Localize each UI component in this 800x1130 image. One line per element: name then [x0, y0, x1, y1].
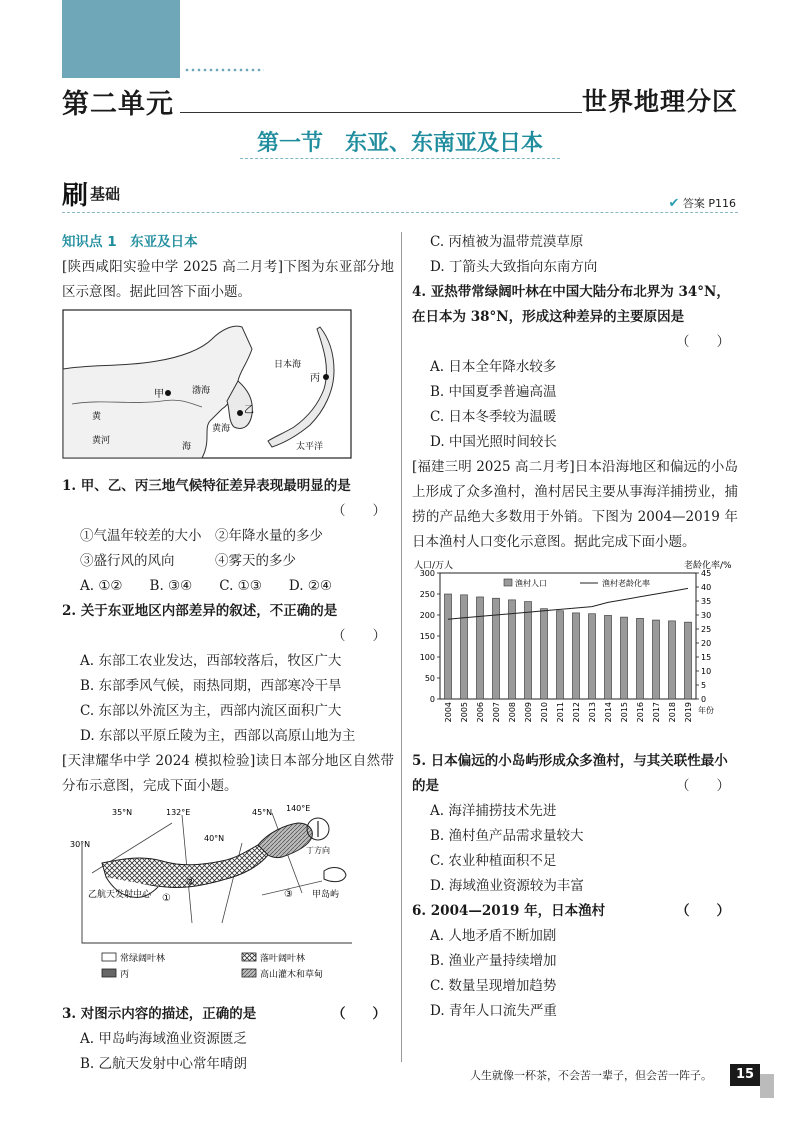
chart-bar — [556, 611, 563, 699]
brand-sub: 基础 — [90, 184, 121, 203]
chart-line-aging-rate — [448, 588, 688, 619]
label-island-jia: 甲岛屿 — [312, 890, 340, 900]
question-1-stem: 1. 甲、乙、丙三地气候特征差异表现最明显的是 — [62, 478, 351, 494]
question-6-bracket: （ ） — [676, 903, 730, 919]
label-lat-40: 40°N — [204, 834, 225, 843]
chart-left-tick-label: 100 — [419, 653, 435, 662]
label-launch-center: 乙航天发射中心 — [88, 890, 152, 900]
point-bing — [323, 374, 329, 380]
chart-ylabel: 人口/万人 — [414, 561, 454, 571]
legend-swatch-deciduous — [242, 953, 256, 961]
chart-category-label: 2017 — [652, 702, 661, 723]
intro-passage-1: [陕西咸阳实验中学 2025 高二月考]下图为东亚部分地区示意图。据此回答下面小题。 — [62, 259, 394, 300]
question-4-option: A. 日本全年降水较多 — [430, 359, 557, 375]
header-rule — [180, 112, 582, 113]
chart-bar — [524, 602, 531, 699]
chart-legend-bar: 渔村人口 — [515, 579, 547, 588]
legend-swatch-alpine — [242, 969, 256, 977]
check-icon: ✔ — [668, 196, 680, 211]
question-5 — [412, 749, 738, 899]
chart-category-label: 2015 — [620, 702, 629, 723]
knowledge-point-title: 知识点 1 东亚及日本 — [62, 234, 198, 250]
question-5-option: D. 海域渔业资源较为丰富 — [430, 878, 584, 894]
label-lat-30: 30°N — [70, 840, 91, 849]
legend-swatch-evergreen — [102, 953, 116, 961]
label-hai-2: 海 — [182, 442, 192, 452]
question-1-option: ③盛行风的风向 ④雾天的多少 — [80, 553, 296, 569]
label-bohai: 渤海 — [192, 386, 211, 396]
label-lon-140: 140°E — [286, 804, 311, 813]
label-pacific: 太平洋 — [296, 442, 324, 452]
fishing-village-chart — [412, 559, 738, 743]
question-5-option: A. 海洋捕捞技术先进 — [430, 803, 557, 819]
chart-category-label: 2018 — [668, 702, 677, 723]
chart-bar — [588, 614, 595, 699]
chart-category-label: 2019 — [684, 702, 693, 723]
chart-right-tick-label: 25 — [701, 625, 712, 634]
left-column — [62, 230, 394, 1077]
chart-y2label: 老龄化率/% — [684, 561, 732, 571]
chart-bar — [460, 595, 467, 699]
section-title: 第一节 东亚、东南亚及日本 — [256, 131, 543, 156]
label-ding-direction: 丁方向 — [306, 846, 330, 855]
chart-category-label: 2008 — [508, 702, 517, 723]
chart-left-tick-label: 250 — [419, 590, 435, 599]
label-c3: ③ — [284, 889, 293, 900]
legend-swatch-bing — [102, 969, 116, 977]
part-title: 世界地理分区 — [581, 87, 738, 116]
question-3 — [62, 1002, 394, 1077]
question-4-bracket: （ ） — [676, 334, 730, 350]
question-3-stem — [62, 1002, 394, 1027]
answer-reference-text: 答案 P116 — [682, 197, 736, 210]
chart-right-tick-label: 35 — [701, 597, 712, 606]
question-6-option: A. 人地矛盾不断加剧 — [430, 928, 557, 944]
label-lat-45: 45°N — [252, 808, 273, 817]
chart-left-tick-label: 50 — [424, 674, 435, 683]
question-3-stem-text: 3. 对图示内容的描述，正确的是 — [62, 1006, 257, 1022]
question-5-bracket: （ ） — [676, 778, 730, 794]
japan-vegetation-map — [62, 803, 394, 996]
question-5-stem: 5. 日本偏远的小岛屿形成众多渔村，与其关联性最小的是 — [412, 753, 728, 794]
chart-bar — [620, 617, 627, 699]
chart-right-tick-label: 45 — [701, 569, 712, 578]
question-2-option: D. 东部以平原丘陵为主，西部以高原山地为主 — [80, 728, 356, 744]
question-1-option: A. ①② B. ③④ C. ①③ D. ②④ — [80, 578, 333, 594]
legend-evergreen: 常绿阔叶林 — [120, 954, 166, 964]
question-6-stem — [412, 899, 738, 924]
question-6-option: D. 青年人口流失严重 — [430, 1003, 557, 1019]
label-yi: 乙 — [244, 405, 254, 416]
fishing-village-chart-svg — [412, 559, 738, 734]
question-4-stem: 4. 亚热带常绿阔叶林在中国大陆分布北界为 34°N，在日本为 38°N，形成这种差异的主要原因是 — [412, 284, 730, 325]
label-jia: 甲 — [154, 389, 164, 400]
point-yi — [237, 410, 243, 416]
right-column — [412, 230, 738, 1024]
chart-right-tick-label: 20 — [701, 639, 712, 648]
question-2-stem: 2. 关于东亚地区内部差异的叙述，不正确的是 — [62, 603, 338, 619]
question-3-option: A. 甲岛屿海域渔业资源匮乏 — [80, 1031, 247, 1047]
chart-right-tick-label: 10 — [701, 667, 712, 676]
brand-char: 刷 — [62, 180, 89, 211]
question-6-stem-text: 6. 2004—2019 年，日本渔村 — [412, 903, 606, 919]
answer-reference — [668, 195, 736, 211]
chart-bar — [652, 620, 659, 699]
chart-category-label: 2004 — [444, 702, 453, 723]
label-river: 黄河 — [92, 436, 111, 446]
intro-passage-2: [天津耀华中学 2024 模拟检验]读日本部分地区自然带分布示意图，完成下面小题。 — [62, 753, 394, 794]
page-corner-mark — [760, 1074, 774, 1098]
label-lat-35: 35°N — [112, 808, 133, 817]
question-6-option: C. 数量呈现增加趋势 — [430, 978, 557, 994]
japan-vegetation-map-svg — [62, 803, 362, 987]
chart-bar — [476, 597, 483, 699]
chart-category-label: 2007 — [492, 702, 501, 723]
question-3-option: C. 丙植被为温带荒漠草原 — [430, 234, 584, 250]
header-dots — [184, 68, 264, 72]
chart-left-tick-label: 150 — [419, 632, 435, 641]
chart-category-label: 2013 — [588, 702, 597, 723]
east-asia-map — [62, 309, 394, 468]
chart-left-tick-label: 0 — [429, 695, 435, 704]
question-4 — [412, 280, 738, 455]
chart-left-tick-label: 200 — [419, 611, 435, 620]
chart-bar — [508, 600, 515, 699]
question-5-option: C. 农业种植面积不足 — [430, 853, 557, 869]
label-yellow-1: 黄 — [92, 412, 102, 422]
label-yellow-sea: 黄海 — [212, 424, 231, 434]
chart-category-label: 2005 — [460, 702, 469, 723]
legend-deciduous: 落叶阔叶林 — [260, 954, 306, 964]
question-4-option: B. 中国夏季普遍高温 — [430, 384, 557, 400]
chart-bar — [492, 598, 499, 699]
header-tab-block — [62, 0, 180, 78]
chart-legend-swatch-bar — [504, 579, 512, 586]
chart-category-label: 2012 — [572, 702, 581, 723]
question-5-option: B. 渔村鱼产品需求量较大 — [430, 828, 584, 844]
question-1-bracket: （ ） — [332, 503, 386, 519]
chart-right-tick-label: 30 — [701, 611, 712, 620]
chart-right-tick-label: 0 — [701, 695, 707, 704]
chart-category-label: 2009 — [524, 702, 533, 723]
brand-rule — [62, 212, 738, 213]
question-2-option: B. 东部季风气候，雨热同期，西部寒冷干旱 — [80, 678, 342, 694]
chart-category-label: 2010 — [540, 702, 549, 723]
section-rule — [240, 158, 560, 159]
question-6-option: B. 渔业产量持续增加 — [430, 953, 557, 969]
question-3-option: D. 丁箭头大致指向东南方向 — [430, 259, 598, 275]
label-bing: 丙 — [310, 373, 320, 384]
label-lon-132: 132°E — [166, 808, 191, 817]
legend-bing: 丙 — [120, 970, 130, 980]
chart-legend-line: 渔村老龄化率 — [602, 579, 650, 588]
question-2-option: C. 东部以外流区为主，西部内流区面积广大 — [80, 703, 342, 719]
legend-alpine: 高山灌木和草甸 — [260, 970, 324, 980]
chart-category-label: 2016 — [636, 702, 645, 723]
brand-label — [62, 178, 121, 211]
intro-passage-3: [福建三明 2025 高二月考]日本沿海地区和偏远的小岛上形成了众多渔村，渔村居民主要从事海洋捕捞业，捕捞的产品绝大多数用于外销。下图为 2004—2019 年日本渔村人口变化示意图。据此完成下面小题。 — [412, 459, 738, 550]
unit-title: 第二单元 — [62, 89, 174, 120]
footer-motto: 人生就像一杯茶，不会苦一辈子，但会苦一阵子。 — [470, 1069, 712, 1082]
question-3-option: B. 乙航天发射中心常年晴朗 — [80, 1056, 248, 1072]
question-4-option: C. 日本冬季较为温暖 — [430, 409, 557, 425]
chart-right-tick-label: 15 — [701, 653, 712, 662]
chart-bar — [636, 618, 643, 699]
chart-category-label: 2006 — [476, 702, 485, 723]
chart-category-label: 2011 — [556, 702, 565, 723]
chart-bar — [684, 622, 691, 699]
label-sea-japan: 日本海 — [274, 360, 302, 370]
label-c2: ② — [186, 877, 195, 888]
chart-bar — [572, 613, 579, 699]
question-1-option: ①气温年较差的大小 ②年降水量的多少 — [80, 528, 323, 544]
chart-bar — [540, 609, 547, 699]
label-c1: ① — [162, 893, 171, 904]
east-asia-map-svg — [62, 309, 352, 459]
question-2 — [62, 599, 394, 749]
page-number: 15 — [730, 1064, 760, 1086]
chart-left-tick-label: 300 — [419, 569, 435, 578]
chart-bar — [444, 594, 451, 699]
question-2-bracket: （ ） — [332, 628, 386, 644]
chart-bar — [668, 621, 675, 699]
question-1 — [62, 474, 394, 599]
question-4-option: D. 中国光照时间较长 — [430, 434, 557, 450]
question-6 — [412, 899, 738, 1024]
question-3-bracket: （ ） — [332, 1006, 386, 1022]
point-jia — [165, 390, 171, 396]
chart-bar — [604, 615, 611, 699]
chart-right-tick-label: 5 — [701, 681, 707, 690]
chart-category-label: 2014 — [604, 702, 613, 723]
column-divider — [401, 232, 402, 1062]
chart-xlabel: 年份 — [698, 706, 714, 715]
chart-right-tick-label: 40 — [701, 583, 712, 592]
question-2-option: A. 东部工农业发达，西部较落后，牧区广大 — [80, 653, 342, 669]
